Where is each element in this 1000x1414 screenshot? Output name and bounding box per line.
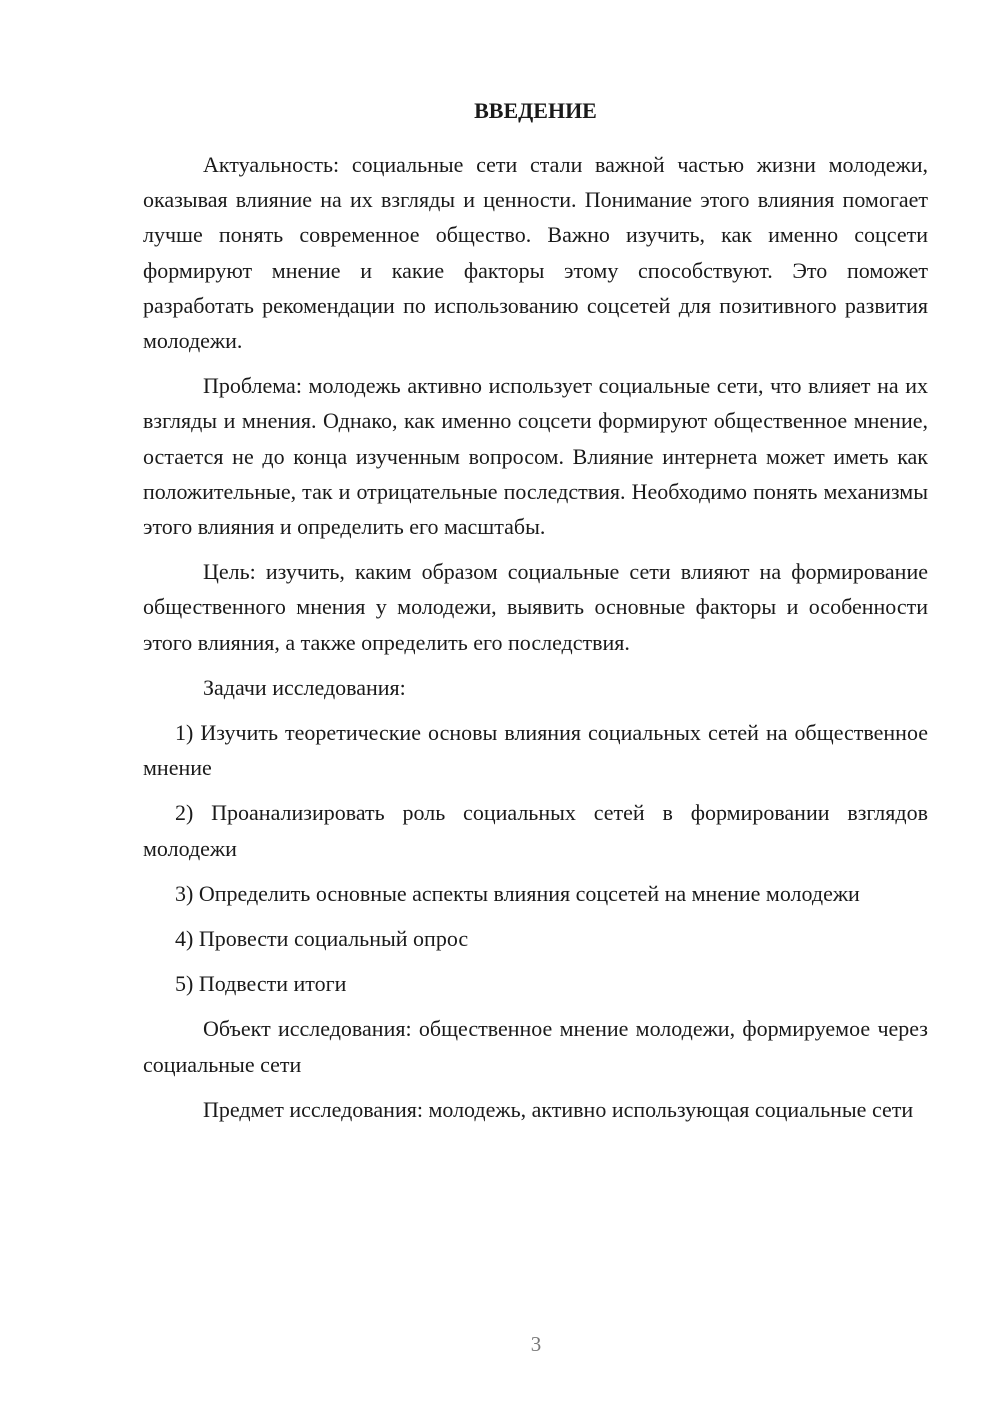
page-number: 3 — [530, 1332, 542, 1356]
relevance-paragraph: Актуальность: социальные сети стали важной частью жизни молодежи, оказывая влияние на их взгляды и ценности. Понимание этого влияния помогает лучше понять современное общество. Важно изучить, как именно соцсети формируют мнение и какие факторы этому способствуют. Это поможет разработать рекомендации по использованию соцсетей для позитивного развития молодежи. — [143, 152, 928, 354]
goal-paragraph: Цель: изучить, каким образом социальные сети влияют на формирование общественного мнения у молодежи, выявить основные факторы и особенности этого влияния, а также определить его последствия. — [143, 559, 928, 655]
document-title: ВВЕДЕНИЕ — [474, 98, 597, 123]
subject-paragraph: Предмет исследования: молодежь, активно использующая социальные сети — [203, 1096, 914, 1122]
page-content — [143, 93, 928, 1137]
list-item: 4) Провести социальный опрос — [175, 926, 469, 952]
list-item: 5) Подвести итоги — [175, 971, 347, 997]
tasks-heading: Задачи исследования: — [203, 674, 406, 700]
tasks-list — [143, 715, 928, 1001]
problem-paragraph: Проблема: молодежь активно использует социальные сети, что влияет на их взгляды и мнения. Однако, как именно соцсети формируют общественное мнение, остается не до конца изученным вопросом. Влияние интернета может иметь как положительные, так и отрицательные последствия. Необходимо понять механизмы этого влияния и определить его масштабы. — [143, 373, 928, 540]
list-item: 1) Изучить теоретические основы влияния социальных сетей на общественное мнение — [143, 720, 928, 781]
list-item: 2) Проанализировать роль социальных сетей в формировании взглядов молодежи — [143, 800, 928, 861]
list-item: 3) Определить основные аспекты влияния соцсетей на мнение молодежи — [175, 880, 860, 906]
object-paragraph: Объект исследования: общественное мнение молодежи, формируемое через социальные сети — [143, 1016, 928, 1077]
